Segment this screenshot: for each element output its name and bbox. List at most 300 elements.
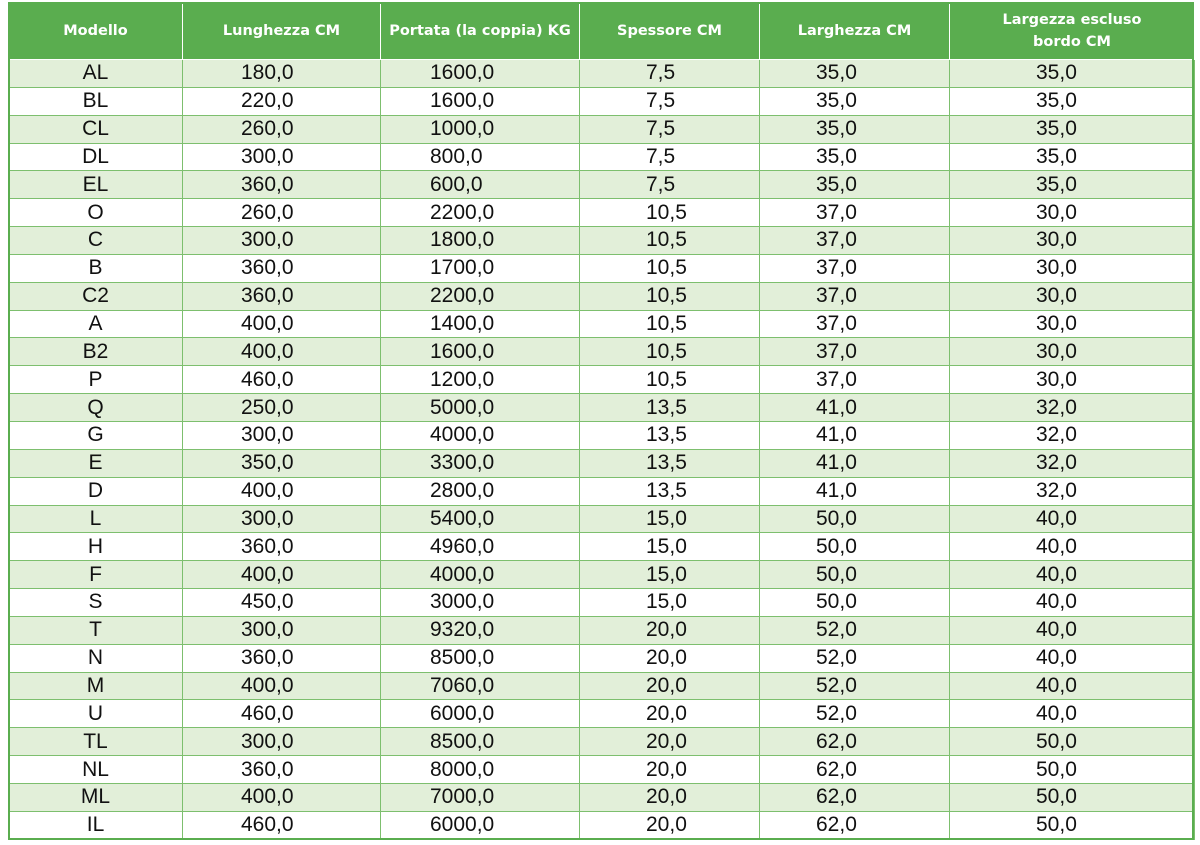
table-body [9, 60, 1195, 840]
cell-modello-value: Q [87, 395, 104, 419]
cell-spessore-value: 13,5 [646, 479, 687, 503]
cell-lunghezza [183, 282, 381, 310]
cell-largezza-escluso-bordo [950, 589, 1195, 617]
table-row [9, 254, 1195, 282]
cell-modello-value: L [89, 506, 102, 530]
cell-larghezza-value: 62,0 [816, 785, 857, 809]
table-row [9, 756, 1195, 784]
cell-portata [381, 561, 580, 589]
cell-lunghezza [183, 505, 381, 533]
cell-lunghezza-value: 220,0 [241, 89, 294, 113]
cell-lunghezza-value: 400,0 [241, 673, 294, 697]
cell-modello [9, 505, 183, 533]
table-row [9, 561, 1195, 589]
cell-portata-value: 8000,0 [430, 757, 495, 781]
cell-spessore [580, 199, 760, 227]
table-row [9, 728, 1195, 756]
cell-largezza-escluso-bordo [950, 449, 1195, 477]
cell-portata-value: 8500,0 [430, 646, 495, 670]
cell-lunghezza [183, 60, 381, 88]
cell-spessore [580, 421, 760, 449]
cell-largezza-escluso-bordo-value: 35,0 [1036, 89, 1077, 113]
cell-modello-value: E [88, 451, 103, 475]
cell-portata-value: 4960,0 [430, 534, 495, 558]
cell-largezza-escluso-bordo [950, 60, 1195, 88]
cell-modello [9, 115, 183, 143]
cell-spessore-value: 7,5 [646, 61, 676, 85]
cell-spessore-value: 13,5 [646, 423, 687, 447]
cell-lunghezza-value: 400,0 [241, 312, 294, 336]
cell-largezza-escluso-bordo-value: 30,0 [1036, 367, 1077, 391]
table-row [9, 644, 1195, 672]
cell-modello [9, 477, 183, 505]
cell-modello [9, 561, 183, 589]
cell-larghezza-value: 50,0 [816, 506, 857, 530]
cell-spessore [580, 505, 760, 533]
cell-lunghezza [183, 672, 381, 700]
cell-lunghezza-value: 300,0 [241, 228, 294, 252]
cell-portata [381, 60, 580, 88]
table-row [9, 143, 1195, 171]
cell-lunghezza [183, 449, 381, 477]
cell-larghezza [760, 700, 950, 728]
cell-modello-value: U [87, 701, 104, 725]
cell-spessore-value: 20,0 [646, 785, 687, 809]
spec-table-container [8, 2, 1194, 840]
cell-modello [9, 700, 183, 728]
cell-spessore [580, 171, 760, 199]
cell-modello [9, 366, 183, 394]
cell-largezza-escluso-bordo [950, 783, 1195, 811]
cell-spessore [580, 87, 760, 115]
cell-lunghezza [183, 338, 381, 366]
header-largezza-line2: bordo CM [1033, 34, 1111, 50]
cell-portata [381, 338, 580, 366]
cell-largezza-escluso-bordo-value: 40,0 [1036, 506, 1077, 530]
cell-portata-value: 2800,0 [430, 479, 495, 503]
table-row [9, 589, 1195, 617]
cell-largezza-escluso-bordo-value: 40,0 [1036, 534, 1077, 558]
cell-lunghezza-value: 360,0 [241, 646, 294, 670]
cell-lunghezza [183, 310, 381, 338]
cell-larghezza-value: 37,0 [816, 339, 857, 363]
cell-larghezza [760, 254, 950, 282]
cell-lunghezza-value: 300,0 [241, 144, 294, 168]
table-row [9, 115, 1195, 143]
cell-larghezza-value: 52,0 [816, 646, 857, 670]
cell-largezza-escluso-bordo [950, 700, 1195, 728]
cell-spessore [580, 366, 760, 394]
cell-spessore-value: 20,0 [646, 646, 687, 670]
header-modello: Modello [9, 3, 183, 60]
cell-largezza-escluso-bordo-value: 50,0 [1036, 757, 1077, 781]
cell-modello-value: TL [83, 729, 108, 753]
cell-larghezza [760, 394, 950, 422]
cell-larghezza-value: 37,0 [816, 312, 857, 336]
cell-largezza-escluso-bordo [950, 87, 1195, 115]
cell-spessore-value: 10,5 [646, 339, 687, 363]
cell-portata [381, 366, 580, 394]
cell-largezza-escluso-bordo [950, 115, 1195, 143]
cell-lunghezza-value: 460,0 [241, 701, 294, 725]
cell-largezza-escluso-bordo [950, 199, 1195, 227]
cell-modello [9, 227, 183, 255]
cell-spessore [580, 477, 760, 505]
cell-spessore [580, 616, 760, 644]
cell-spessore-value: 20,0 [646, 701, 687, 725]
cell-lunghezza-value: 260,0 [241, 117, 294, 141]
cell-lunghezza-value: 360,0 [241, 172, 294, 196]
cell-largezza-escluso-bordo-value: 30,0 [1036, 284, 1077, 308]
cell-lunghezza-value: 360,0 [241, 256, 294, 280]
table-row [9, 338, 1195, 366]
cell-spessore-value: 10,5 [646, 200, 687, 224]
cell-larghezza [760, 672, 950, 700]
cell-modello-value: DL [82, 144, 109, 168]
cell-portata-value: 2200,0 [430, 200, 495, 224]
cell-spessore-value: 20,0 [646, 729, 687, 753]
cell-spessore [580, 728, 760, 756]
cell-spessore [580, 783, 760, 811]
cell-spessore [580, 756, 760, 784]
cell-lunghezza [183, 644, 381, 672]
cell-portata [381, 783, 580, 811]
cell-larghezza-value: 35,0 [816, 172, 857, 196]
cell-spessore-value: 7,5 [646, 89, 676, 113]
cell-largezza-escluso-bordo [950, 310, 1195, 338]
table-row [9, 394, 1195, 422]
cell-larghezza-value: 50,0 [816, 562, 857, 586]
cell-spessore-value: 13,5 [646, 451, 687, 475]
cell-lunghezza-value: 350,0 [241, 451, 294, 475]
cell-largezza-escluso-bordo-value: 30,0 [1036, 339, 1077, 363]
cell-portata-value: 9320,0 [430, 618, 495, 642]
cell-modello [9, 728, 183, 756]
cell-larghezza-value: 52,0 [816, 701, 857, 725]
cell-larghezza-value: 41,0 [816, 423, 857, 447]
cell-modello-value: C [87, 228, 104, 252]
cell-modello [9, 171, 183, 199]
cell-modello [9, 756, 183, 784]
cell-largezza-escluso-bordo-value: 32,0 [1036, 423, 1077, 447]
cell-spessore-value: 15,0 [646, 506, 687, 530]
cell-portata [381, 756, 580, 784]
cell-modello-value: BL [82, 89, 109, 113]
table-row [9, 199, 1195, 227]
header-lunghezza: Lunghezza CM [183, 3, 381, 60]
cell-portata-value: 6000,0 [430, 813, 495, 837]
cell-portata-value: 5400,0 [430, 506, 495, 530]
cell-portata [381, 728, 580, 756]
cell-larghezza [760, 310, 950, 338]
cell-modello-value: EL [82, 172, 109, 196]
cell-larghezza-value: 35,0 [816, 144, 857, 168]
cell-largezza-escluso-bordo [950, 282, 1195, 310]
cell-largezza-escluso-bordo-value: 30,0 [1036, 256, 1077, 280]
table-row [9, 171, 1195, 199]
cell-lunghezza-value: 180,0 [241, 61, 294, 85]
cell-larghezza [760, 366, 950, 394]
table-row [9, 783, 1195, 811]
cell-portata [381, 672, 580, 700]
cell-larghezza-value: 35,0 [816, 117, 857, 141]
cell-spessore [580, 143, 760, 171]
cell-modello [9, 421, 183, 449]
spec-table [8, 2, 1195, 840]
cell-larghezza-value: 35,0 [816, 61, 857, 85]
cell-modello [9, 338, 183, 366]
cell-modello [9, 60, 183, 88]
cell-portata [381, 282, 580, 310]
cell-larghezza [760, 449, 950, 477]
cell-largezza-escluso-bordo [950, 811, 1195, 839]
cell-larghezza [760, 756, 950, 784]
cell-modello-value: A [88, 312, 103, 336]
cell-larghezza-value: 37,0 [816, 200, 857, 224]
cell-larghezza-value: 62,0 [816, 757, 857, 781]
cell-larghezza-value: 37,0 [816, 228, 857, 252]
cell-spessore [580, 310, 760, 338]
cell-lunghezza [183, 700, 381, 728]
cell-modello-value: H [87, 534, 104, 558]
cell-spessore [580, 533, 760, 561]
cell-larghezza-value: 35,0 [816, 89, 857, 113]
cell-modello-value: ML [80, 785, 111, 809]
cell-modello-value: D [87, 479, 104, 503]
cell-portata [381, 589, 580, 617]
cell-largezza-escluso-bordo-value: 35,0 [1036, 172, 1077, 196]
cell-portata-value: 4000,0 [430, 562, 495, 586]
cell-modello [9, 199, 183, 227]
cell-portata-value: 3000,0 [430, 590, 495, 614]
cell-portata-value: 6000,0 [430, 701, 495, 725]
cell-modello-value: P [88, 367, 103, 391]
cell-portata-value: 1000,0 [430, 117, 495, 141]
cell-lunghezza-value: 250,0 [241, 395, 294, 419]
cell-larghezza [760, 477, 950, 505]
cell-lunghezza-value: 400,0 [241, 562, 294, 586]
cell-spessore [580, 60, 760, 88]
cell-largezza-escluso-bordo [950, 728, 1195, 756]
cell-largezza-escluso-bordo-value: 30,0 [1036, 200, 1077, 224]
cell-largezza-escluso-bordo [950, 561, 1195, 589]
cell-portata [381, 505, 580, 533]
cell-larghezza-value: 37,0 [816, 284, 857, 308]
cell-larghezza-value: 62,0 [816, 813, 857, 837]
header-larghezza: Larghezza CM [760, 3, 950, 60]
cell-largezza-escluso-bordo [950, 143, 1195, 171]
cell-lunghezza-value: 360,0 [241, 534, 294, 558]
cell-modello [9, 533, 183, 561]
cell-largezza-escluso-bordo-value: 35,0 [1036, 61, 1077, 85]
cell-lunghezza-value: 300,0 [241, 423, 294, 447]
cell-larghezza-value: 62,0 [816, 729, 857, 753]
cell-portata [381, 227, 580, 255]
cell-largezza-escluso-bordo-value: 30,0 [1036, 312, 1077, 336]
cell-lunghezza [183, 394, 381, 422]
table-row [9, 227, 1195, 255]
cell-spessore-value: 15,0 [646, 562, 687, 586]
cell-lunghezza [183, 477, 381, 505]
cell-modello-value: N [87, 646, 104, 670]
cell-modello-value: B [88, 256, 103, 280]
cell-modello [9, 644, 183, 672]
cell-largezza-escluso-bordo-value: 35,0 [1036, 117, 1077, 141]
cell-portata [381, 87, 580, 115]
cell-larghezza [760, 282, 950, 310]
cell-portata [381, 644, 580, 672]
cell-lunghezza-value: 300,0 [241, 729, 294, 753]
cell-portata-value: 600,0 [430, 172, 483, 196]
cell-lunghezza [183, 421, 381, 449]
cell-larghezza-value: 37,0 [816, 367, 857, 391]
header-row [9, 3, 1195, 60]
table-row [9, 366, 1195, 394]
cell-modello [9, 616, 183, 644]
cell-portata [381, 310, 580, 338]
cell-spessore [580, 254, 760, 282]
cell-lunghezza [183, 783, 381, 811]
cell-largezza-escluso-bordo [950, 338, 1195, 366]
cell-largezza-escluso-bordo [950, 505, 1195, 533]
cell-larghezza-value: 41,0 [816, 479, 857, 503]
table-row [9, 672, 1195, 700]
cell-lunghezza-value: 460,0 [241, 813, 294, 837]
cell-lunghezza-value: 260,0 [241, 200, 294, 224]
cell-portata-value: 800,0 [430, 144, 483, 168]
header-largezza-line1: Largezza escluso [1002, 12, 1142, 28]
cell-lunghezza [183, 87, 381, 115]
cell-modello-value: S [88, 590, 103, 614]
cell-largezza-escluso-bordo-value: 32,0 [1036, 395, 1077, 419]
cell-spessore-value: 20,0 [646, 618, 687, 642]
cell-portata [381, 199, 580, 227]
cell-portata [381, 171, 580, 199]
cell-lunghezza [183, 227, 381, 255]
cell-lunghezza [183, 143, 381, 171]
cell-portata [381, 421, 580, 449]
cell-spessore-value: 13,5 [646, 395, 687, 419]
cell-spessore [580, 644, 760, 672]
table-row [9, 700, 1195, 728]
cell-portata [381, 477, 580, 505]
cell-largezza-escluso-bordo-value: 50,0 [1036, 813, 1077, 837]
cell-lunghezza-value: 300,0 [241, 618, 294, 642]
table-row [9, 533, 1195, 561]
cell-modello-value: M [86, 673, 105, 697]
cell-portata-value: 2200,0 [430, 284, 495, 308]
cell-modello-value: B2 [82, 339, 109, 363]
cell-portata [381, 533, 580, 561]
cell-largezza-escluso-bordo [950, 477, 1195, 505]
cell-larghezza [760, 60, 950, 88]
cell-lunghezza [183, 811, 381, 839]
cell-portata-value: 1600,0 [430, 89, 495, 113]
cell-larghezza [760, 616, 950, 644]
cell-lunghezza [183, 561, 381, 589]
cell-largezza-escluso-bordo-value: 32,0 [1036, 451, 1077, 475]
cell-portata [381, 254, 580, 282]
cell-largezza-escluso-bordo [950, 756, 1195, 784]
cell-spessore-value: 10,5 [646, 312, 687, 336]
cell-portata [381, 394, 580, 422]
cell-larghezza-value: 52,0 [816, 673, 857, 697]
cell-lunghezza [183, 728, 381, 756]
table-row [9, 310, 1195, 338]
cell-portata [381, 616, 580, 644]
cell-modello [9, 282, 183, 310]
cell-portata [381, 700, 580, 728]
cell-larghezza [760, 589, 950, 617]
cell-lunghezza [183, 254, 381, 282]
cell-larghezza [760, 171, 950, 199]
cell-modello [9, 783, 183, 811]
cell-spessore [580, 115, 760, 143]
cell-modello [9, 449, 183, 477]
cell-larghezza [760, 561, 950, 589]
cell-largezza-escluso-bordo [950, 672, 1195, 700]
cell-portata-value: 1800,0 [430, 228, 495, 252]
cell-largezza-escluso-bordo [950, 227, 1195, 255]
cell-spessore-value: 15,0 [646, 590, 687, 614]
cell-modello-value: C2 [82, 284, 109, 308]
cell-spessore-value: 10,5 [646, 228, 687, 252]
cell-spessore-value: 7,5 [646, 172, 676, 196]
cell-larghezza-value: 50,0 [816, 590, 857, 614]
cell-spessore-value: 10,5 [646, 367, 687, 391]
cell-modello [9, 672, 183, 700]
cell-spessore-value: 20,0 [646, 757, 687, 781]
cell-portata-value: 1600,0 [430, 61, 495, 85]
cell-larghezza [760, 115, 950, 143]
cell-larghezza [760, 421, 950, 449]
cell-portata [381, 115, 580, 143]
table-header [9, 3, 1195, 60]
cell-lunghezza-value: 450,0 [241, 590, 294, 614]
cell-modello [9, 589, 183, 617]
cell-modello [9, 811, 183, 839]
cell-spessore [580, 811, 760, 839]
cell-modello [9, 310, 183, 338]
table-row [9, 505, 1195, 533]
cell-largezza-escluso-bordo [950, 254, 1195, 282]
cell-modello-value: NL [82, 757, 109, 781]
cell-lunghezza [183, 366, 381, 394]
cell-larghezza [760, 783, 950, 811]
cell-larghezza [760, 505, 950, 533]
cell-spessore [580, 282, 760, 310]
cell-lunghezza [183, 199, 381, 227]
cell-lunghezza [183, 115, 381, 143]
cell-largezza-escluso-bordo-value: 40,0 [1036, 590, 1077, 614]
cell-largezza-escluso-bordo-value: 40,0 [1036, 562, 1077, 586]
table-row [9, 421, 1195, 449]
cell-lunghezza-value: 400,0 [241, 339, 294, 363]
cell-largezza-escluso-bordo [950, 644, 1195, 672]
cell-spessore-value: 15,0 [646, 534, 687, 558]
cell-spessore-value: 20,0 [646, 673, 687, 697]
cell-lunghezza [183, 533, 381, 561]
cell-larghezza [760, 143, 950, 171]
cell-larghezza [760, 227, 950, 255]
cell-lunghezza [183, 589, 381, 617]
cell-largezza-escluso-bordo-value: 50,0 [1036, 785, 1077, 809]
cell-modello-value: O [87, 200, 104, 224]
cell-spessore [580, 672, 760, 700]
cell-largezza-escluso-bordo-value: 40,0 [1036, 673, 1077, 697]
cell-spessore-value: 7,5 [646, 144, 676, 168]
cell-larghezza-value: 37,0 [816, 256, 857, 280]
